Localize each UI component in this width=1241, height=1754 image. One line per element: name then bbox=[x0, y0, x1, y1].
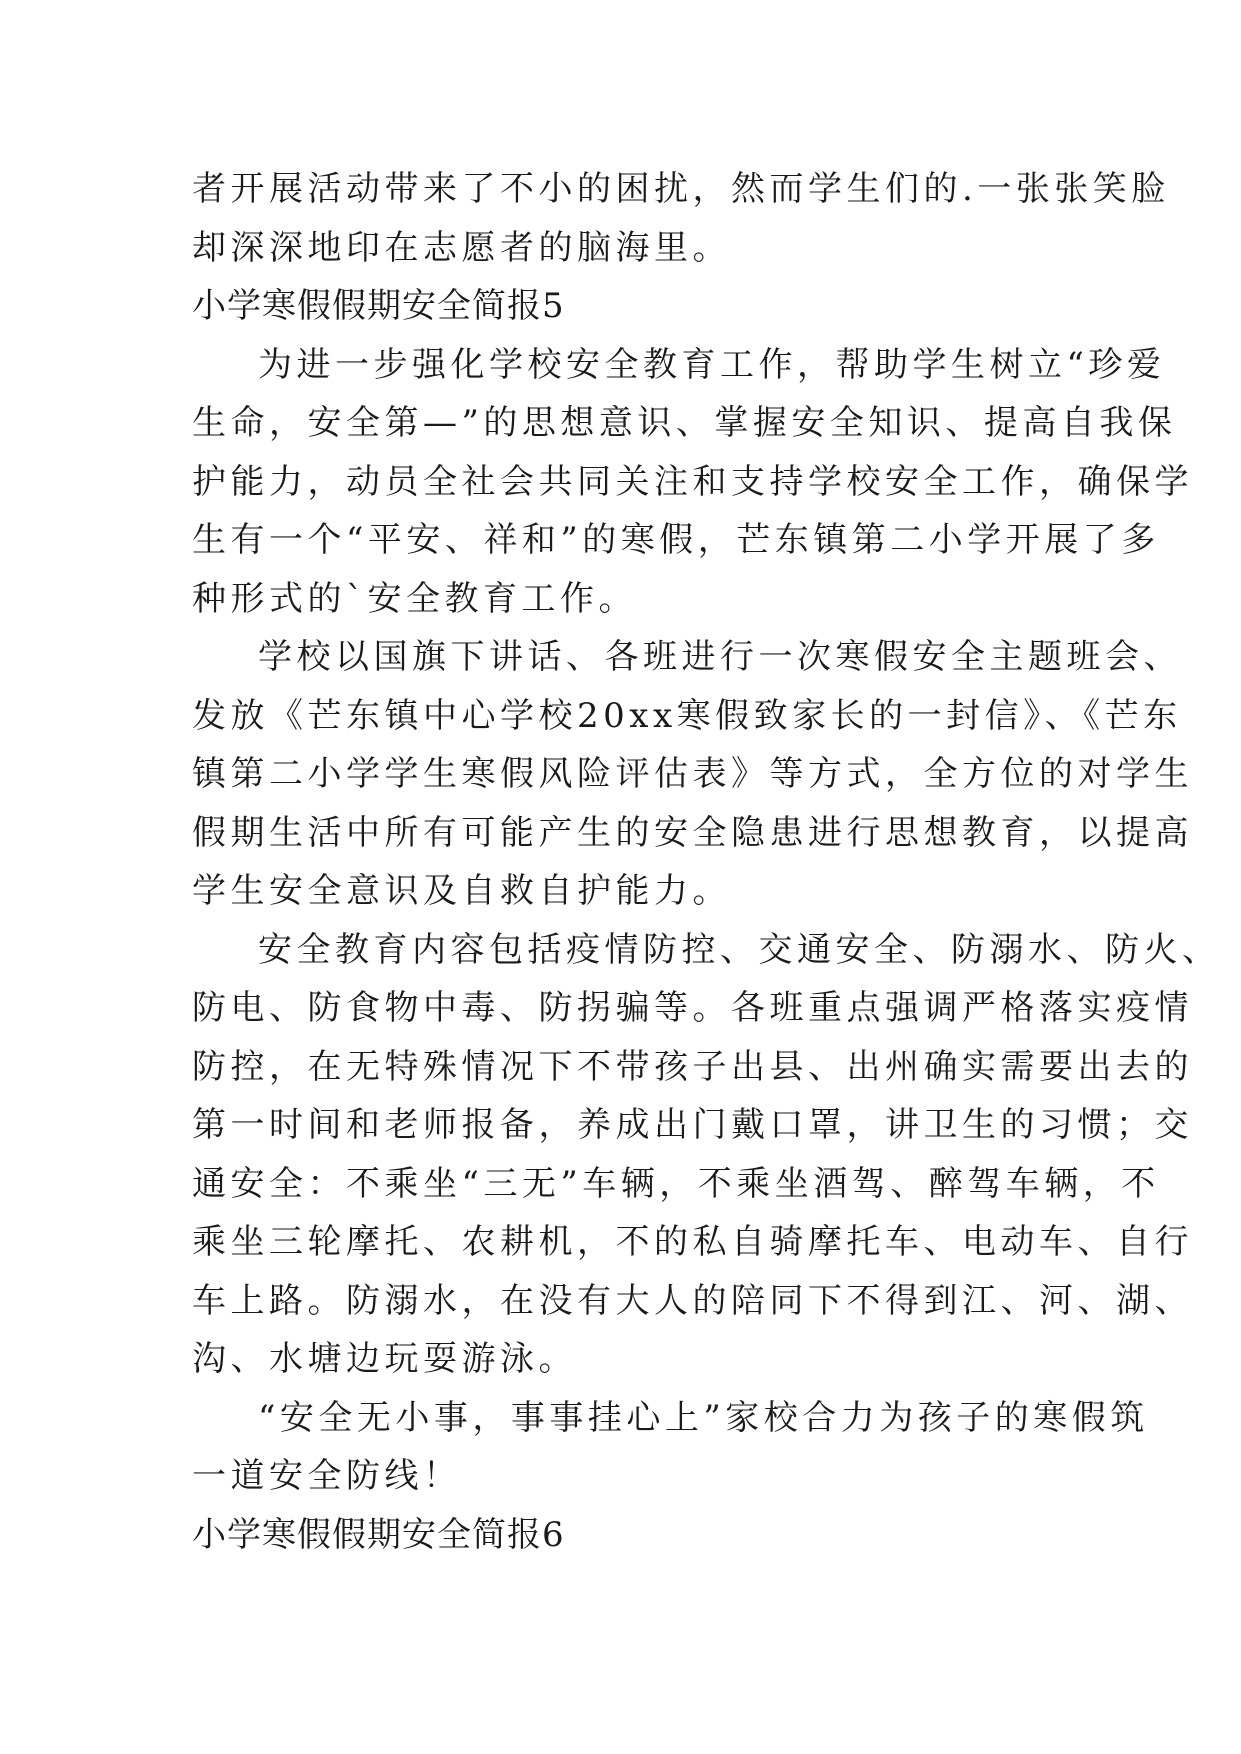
body-text-line: 车上路。防溺水，在没有大人的陪同下不得到江、河、湖、 bbox=[192, 1280, 1193, 1321]
paragraph-first-line: 安全教育内容包括疫情防控、交通安全、防溺水、防火、 bbox=[258, 929, 1221, 970]
body-text-line: 防控，在无特殊情况下不带孩子出县、出州确实需要出去的 bbox=[192, 1046, 1193, 1087]
body-text-line: 一道安全防线！ bbox=[192, 1456, 462, 1496]
body-text-line: 第一时间和老师报备，养成出门戴口罩，讲卫生的习惯；交 bbox=[192, 1105, 1193, 1145]
body-text-line: 学生安全意识及自救自护能力。 bbox=[192, 871, 731, 911]
body-text-line: 生命，安全第—”的思想意识、掌握安全知识、提高自我保 bbox=[192, 403, 1177, 443]
body-text-line: 却深深地印在志愿者的脑海里。 bbox=[192, 227, 731, 268]
body-text-line: 种形式的`安全教育工作。 bbox=[192, 578, 637, 619]
document-page bbox=[192, 160, 1221, 1564]
body-text-line: 通安全：不乘坐“三无”车辆，不乘坐酒驾、醉驾车辆，不 bbox=[192, 1163, 1160, 1204]
body-text-line: 镇第二小学学生寒假风险评估表》等方式，全方位的对学生 bbox=[192, 754, 1193, 794]
body-text-line: 防电、防食物中毒、防拐骗等。各班重点强调严格落实疫情 bbox=[192, 988, 1193, 1028]
body-text-line: 沟、水塘边玩耍游泳。 bbox=[192, 1339, 577, 1379]
paragraph-first-line: “安全无小事，事事挂心上”家校合力为孩子的寒假筑 bbox=[258, 1397, 1149, 1438]
paragraph-first-line: 为进一步强化学校安全教育工作，帮助学生树立“珍爱 bbox=[258, 344, 1166, 385]
section-heading: 小学寒假假期安全简报6 bbox=[192, 1514, 565, 1555]
body-text-line: 生有一个“平安、祥和”的寒假，芒东镇第二小学开展了多 bbox=[192, 520, 1160, 560]
body-text-line: 乘坐三轮摩托、农耕机，不的私自骑摩托车、电动车、自行 bbox=[192, 1222, 1193, 1262]
body-text-line: 者开展活动带来了不小的困扰，然而学生们的.一张张笑脸 bbox=[192, 169, 1170, 209]
section-heading: 小学寒假假期安全简报5 bbox=[192, 286, 565, 326]
body-text-line: 护能力，动员全社会共同关注和支持学校安全工作，确保学 bbox=[192, 461, 1193, 502]
body-text-line: 发放《芒东镇中心学校20xx寒假致家长的一封信》、《芒东 bbox=[192, 695, 1182, 736]
paragraph-first-line: 学校以国旗下讲话、各班进行一次寒假安全主题班会、 bbox=[258, 637, 1182, 677]
body-text-line: 假期生活中所有可能产生的安全隐患进行思想教育，以提高 bbox=[192, 812, 1193, 853]
